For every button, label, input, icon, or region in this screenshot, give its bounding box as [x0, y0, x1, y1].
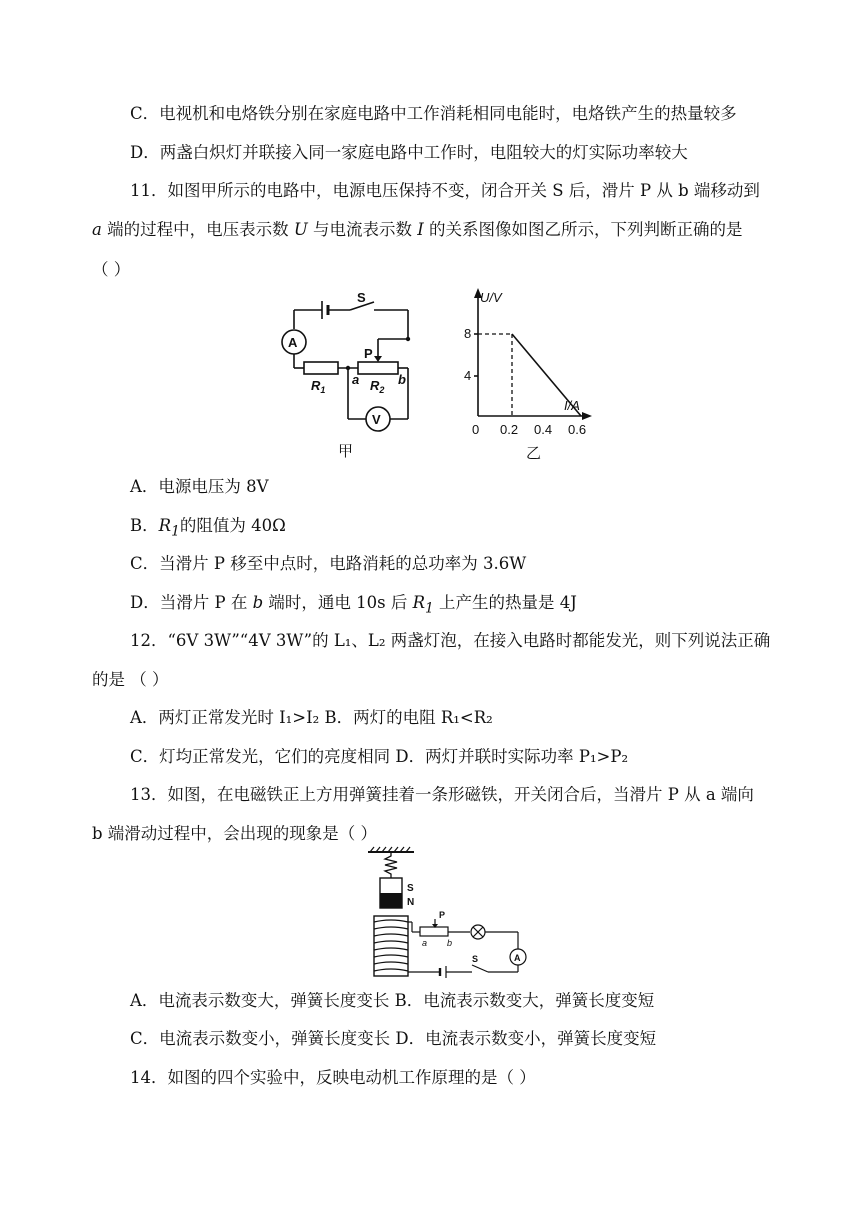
end-a-label: a	[352, 372, 360, 387]
q13-stem-line-2: b 端滑动过程中，会出现的现象是（ ）	[92, 824, 378, 843]
q13-end-b: b	[447, 938, 453, 948]
q13-end-a: a	[422, 938, 428, 948]
graph-origin: 0	[472, 422, 480, 437]
q11-answer-brackets: （ ）	[92, 260, 131, 279]
circuit-caption: 甲	[338, 443, 354, 460]
q10-option-d: D．两盏白炽灯并联接入同一家庭电路中工作时，电阻较大的灯实际功率较大	[130, 143, 688, 162]
xtick-0-6: 0.6	[568, 422, 587, 437]
q13-options-cd: C．电流表示数变小，弹簧长度变长 D．电流表示数变小，弹簧长度变短	[130, 1029, 657, 1048]
q11-option-c: C．当滑片 P 移至中点时，电路消耗的总功率为 3.6W	[130, 554, 527, 573]
q12-stem-line-2: 的是 （ ）	[92, 670, 169, 689]
q12-options-cd: C．灯均正常发光，它们的亮度相同 D．两灯并联时实际功率 P₁>P₂	[130, 747, 629, 766]
q10-option-c: C．电视机和电烙铁分别在家庭电路中工作消耗相同电能时，电烙铁产生的热量较多	[130, 104, 737, 123]
q13-options-ab: A．电流表示数变大，弹簧长度变长 B．电流表示数变大，弹簧长度变短	[130, 991, 655, 1010]
q11-ui-graph	[460, 284, 600, 464]
end-b-label: b	[398, 372, 406, 387]
q11-stem-line-1: 11．如图甲所示的电路中，电源电压保持不变，闭合开关 S 后，滑片 P 从 b 端移动到	[130, 181, 760, 200]
q11-option-d: D．当滑片 P 在 b 端时，通电 10s 后 $R_1$ 上产生的热量是 4J	[130, 593, 577, 617]
voltmeter-label: V	[372, 412, 381, 427]
q12-options-ab: A．两灯正常发光时 I₁>I₂ B．两灯的电阻 R₁<R₂	[130, 708, 493, 727]
slider-label: P	[364, 346, 373, 361]
r1-label: $R_1$	[311, 378, 326, 395]
q13-ammeter-label: A	[514, 953, 521, 963]
xtick-0-4: 0.4	[534, 422, 553, 437]
r2-label: $R_2$	[370, 378, 385, 395]
ammeter-label: A	[288, 335, 298, 350]
q11-option-b: B．$R_1$的阻值为 40Ω	[130, 516, 286, 540]
xtick-0-2: 0.2	[500, 422, 519, 437]
ytick-4: 4	[464, 368, 472, 383]
graph-caption: 乙	[526, 445, 542, 462]
q11-stem-line-2: a 端的过程中，电压表示数 U 与电流表示数 I 的关系图像如图乙所示，下列判断正确的是	[92, 220, 743, 239]
switch-label: S	[357, 290, 366, 305]
graph-ylabel: U/V	[480, 290, 502, 305]
n-pole-label: N	[407, 897, 415, 908]
s-pole-label: S	[407, 883, 414, 894]
q11-option-a: A．电源电压为 8V	[130, 477, 269, 496]
q13-stem-line-1: 13．如图，在电磁铁正上方用弹簧挂着一条形磁铁，开关闭合后，当滑片 P 从 a 端向	[130, 785, 754, 804]
q13-slider-label: P	[439, 910, 446, 920]
q13-switch-label: S	[472, 954, 479, 964]
q14-stem-line-1: 14．如图的四个实验中，反映电动机工作原理的是（ ）	[130, 1068, 536, 1087]
graph-xlabel: I/A	[564, 398, 580, 413]
q12-stem-line-1: 12．“6V 3W”“4V 3W”的 L₁、L₂ 两盏灯泡，在接入电路时都能发光，则下列说法正确	[130, 631, 771, 650]
q13-electromagnet-diagram	[360, 846, 540, 981]
q11-circuit-diagram	[270, 284, 430, 464]
ytick-8: 8	[464, 326, 472, 341]
